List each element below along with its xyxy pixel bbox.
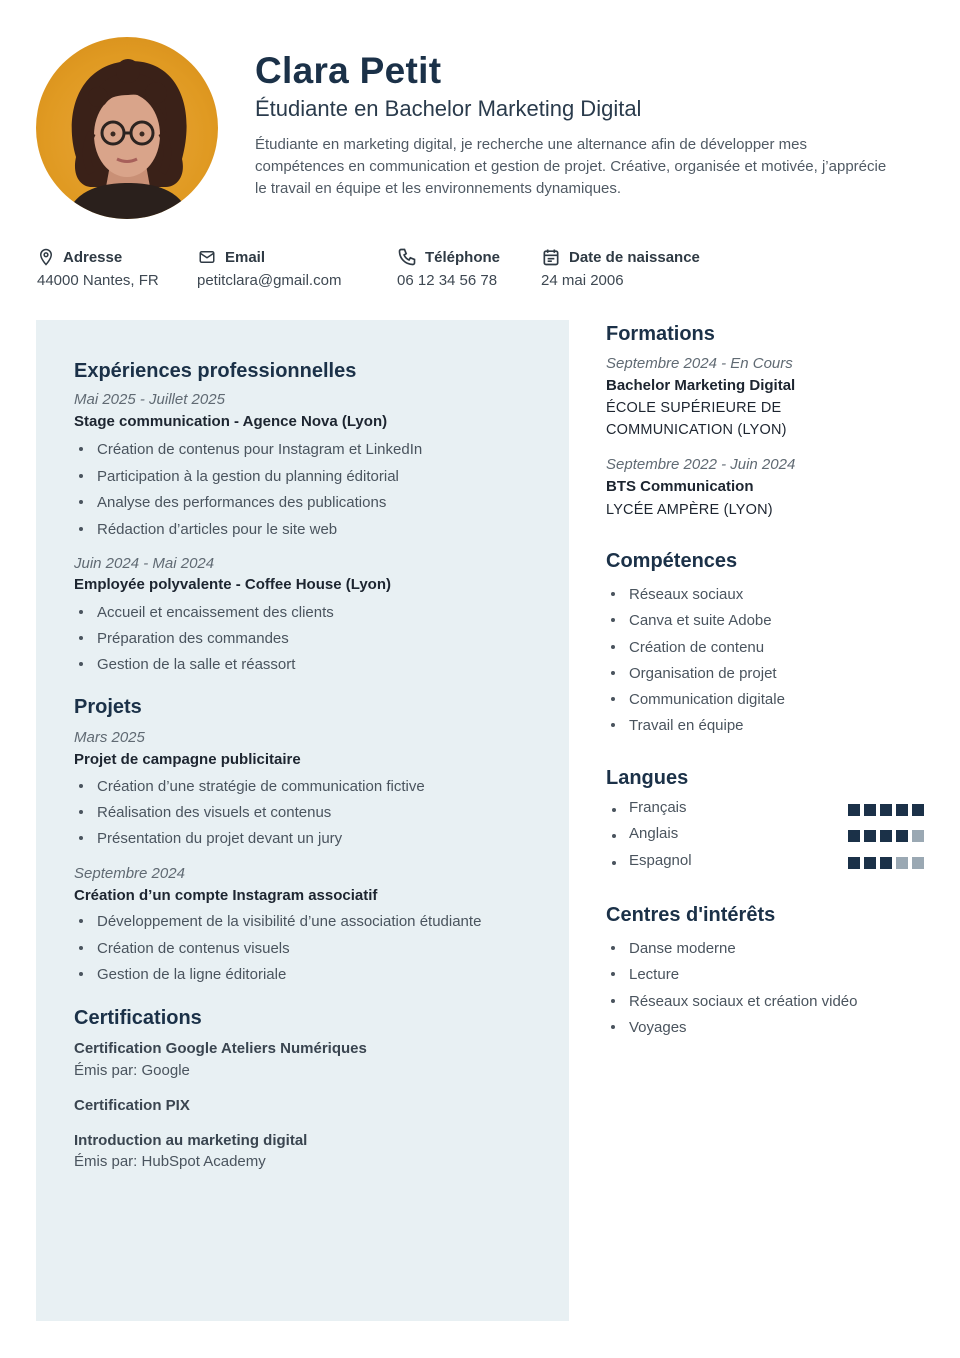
experience-bullets (73, 437, 422, 543)
section-heading-languages: Langues (606, 767, 689, 789)
list-item: Communication digitale (605, 687, 785, 713)
language-name: Français (606, 799, 687, 816)
contact-email (197, 246, 341, 289)
certification-name: Certification PIX (74, 1097, 190, 1114)
contact-address (37, 246, 159, 289)
formation-degree: Bachelor Marketing Digital (606, 377, 796, 394)
contact-value[interactable]: petitclara@gmail.com (197, 272, 342, 289)
list-item: Création de contenus visuels (73, 936, 481, 963)
language-name: Espagnol (606, 852, 692, 869)
map-pin-icon (37, 248, 55, 266)
section-heading-interests: Centres d'intérêts (606, 904, 776, 926)
experience-role: Stage communication - Agence Nova (Lyon) (74, 413, 388, 430)
language-level (844, 804, 924, 816)
contact-birthdate (541, 246, 700, 289)
list-item: Accueil et encaissement des clients (73, 600, 334, 626)
project-dates: Septembre 2024 (74, 865, 185, 882)
list-item: Création de contenus pour Instagram et LinkedIn (73, 437, 422, 464)
experience-dates: Mai 2025 - Juillet 2025 (74, 391, 225, 408)
skills-list (605, 582, 785, 740)
formation-dates: Septembre 2022 - Juin 2024 (606, 456, 796, 473)
list-item: Présentation du projet devant un jury (73, 826, 425, 852)
project-title: Projet de campagne publicitaire (74, 751, 301, 768)
contact-value: 44000 Nantes, FR (37, 272, 159, 289)
list-item: Création de contenu (605, 635, 785, 661)
list-item: Participation à la gestion du planning éditorial (73, 464, 422, 491)
experience-dates: Juin 2024 - Mai 2024 (74, 555, 215, 572)
contact-value: 06 12 34 56 78 (397, 272, 498, 289)
level-square-filled (880, 804, 892, 816)
section-heading-formations: Formations (606, 323, 715, 345)
candidate-name: Clara Petit (255, 50, 442, 91)
language-row (606, 799, 924, 821)
formation-degree: BTS Communication (606, 478, 754, 495)
list-item: Préparation des commandes (73, 626, 334, 652)
language-level (844, 830, 924, 842)
list-item: Gestion de la ligne éditoriale (73, 962, 481, 989)
certification-name: Introduction au marketing digital (74, 1132, 308, 1149)
list-item: Voyages (605, 1015, 857, 1041)
contact-phone (397, 246, 500, 289)
formation-school: ÉCOLE SUPÉRIEURE DE COMMUNICATION (LYON) (606, 400, 787, 438)
language-row (606, 825, 924, 847)
section-heading-certifications: Certifications (74, 1007, 202, 1029)
level-square-filled (864, 857, 876, 869)
list-item: Réseaux sociaux (605, 582, 785, 608)
contact-label: Adresse (63, 248, 123, 266)
contact-label: Email (225, 248, 266, 266)
list-item: Développement de la visibilité d’une association étudiante (73, 909, 481, 936)
contact-label: Téléphone (425, 248, 501, 266)
level-square-filled (848, 830, 860, 842)
project-title: Création d’un compte Instagram associatif (74, 887, 378, 904)
level-square-filled (848, 804, 860, 816)
level-square-filled (880, 830, 892, 842)
list-item: Danse moderne (605, 936, 857, 962)
interests-list (605, 936, 857, 1041)
language-row (606, 852, 924, 874)
list-item: Gestion de la salle et réassort (73, 652, 334, 678)
project-bullets (73, 774, 425, 852)
candidate-title: Étudiante en Bachelor Marketing Digital (255, 96, 642, 121)
list-item: Organisation de projet (605, 661, 785, 687)
list-item: Rédaction d’articles pour le site web (73, 517, 422, 544)
level-square-empty (896, 857, 908, 869)
calendar-icon (541, 247, 561, 267)
profile-summary: Étudiante en marketing digital, je recherche une alternance afin de développer mes compétences en communication et gestion de projet. Créative, organisée et motivée, j’apprécie le travail en équipe et les environnements dynamiques. (255, 136, 887, 197)
section-heading-skills: Compétences (606, 550, 738, 572)
list-item: Réalisation des visuels et contenus (73, 800, 425, 826)
formation-dates: Septembre 2024 - En Cours (606, 355, 793, 372)
list-item: Analyse des performances des publications (73, 490, 422, 517)
list-item: Création d’une stratégie de communication fictive (73, 774, 425, 800)
formation-school: LYCÉE AMPÈRE (LYON) (606, 502, 773, 518)
level-square-empty (912, 857, 924, 869)
project-dates: Mars 2025 (74, 729, 145, 746)
level-square-filled (880, 857, 892, 869)
contact-label: Date de naissance (569, 248, 700, 266)
list-item: Réseaux sociaux et création vidéo (605, 989, 857, 1015)
level-square-filled (864, 830, 876, 842)
certification-issuer: Émis par: HubSpot Academy (74, 1153, 266, 1170)
list-item: Travail en équipe (605, 713, 785, 739)
certification-issuer: Émis par: Google (74, 1062, 190, 1079)
profile-photo (36, 37, 218, 219)
project-bullets (73, 909, 481, 989)
list-item: Canva et suite Adobe (605, 608, 785, 634)
language-level (844, 857, 924, 869)
mail-icon (197, 248, 217, 266)
level-square-filled (896, 830, 908, 842)
level-square-filled (848, 857, 860, 869)
list-item: Lecture (605, 962, 857, 988)
contact-value: 24 mai 2006 (541, 272, 624, 289)
level-square-filled (912, 804, 924, 816)
experience-bullets (73, 600, 334, 678)
experience-role: Employée polyvalente - Coffee House (Lyon) (74, 576, 391, 593)
level-square-empty (912, 830, 924, 842)
certification-name: Certification Google Ateliers Numériques (74, 1040, 367, 1057)
language-name: Anglais (606, 825, 678, 842)
section-heading-projects: Projets (74, 696, 142, 718)
level-square-filled (896, 804, 908, 816)
level-square-filled (864, 804, 876, 816)
phone-icon (397, 247, 417, 267)
section-heading-experience: Expériences professionnelles (74, 360, 357, 382)
